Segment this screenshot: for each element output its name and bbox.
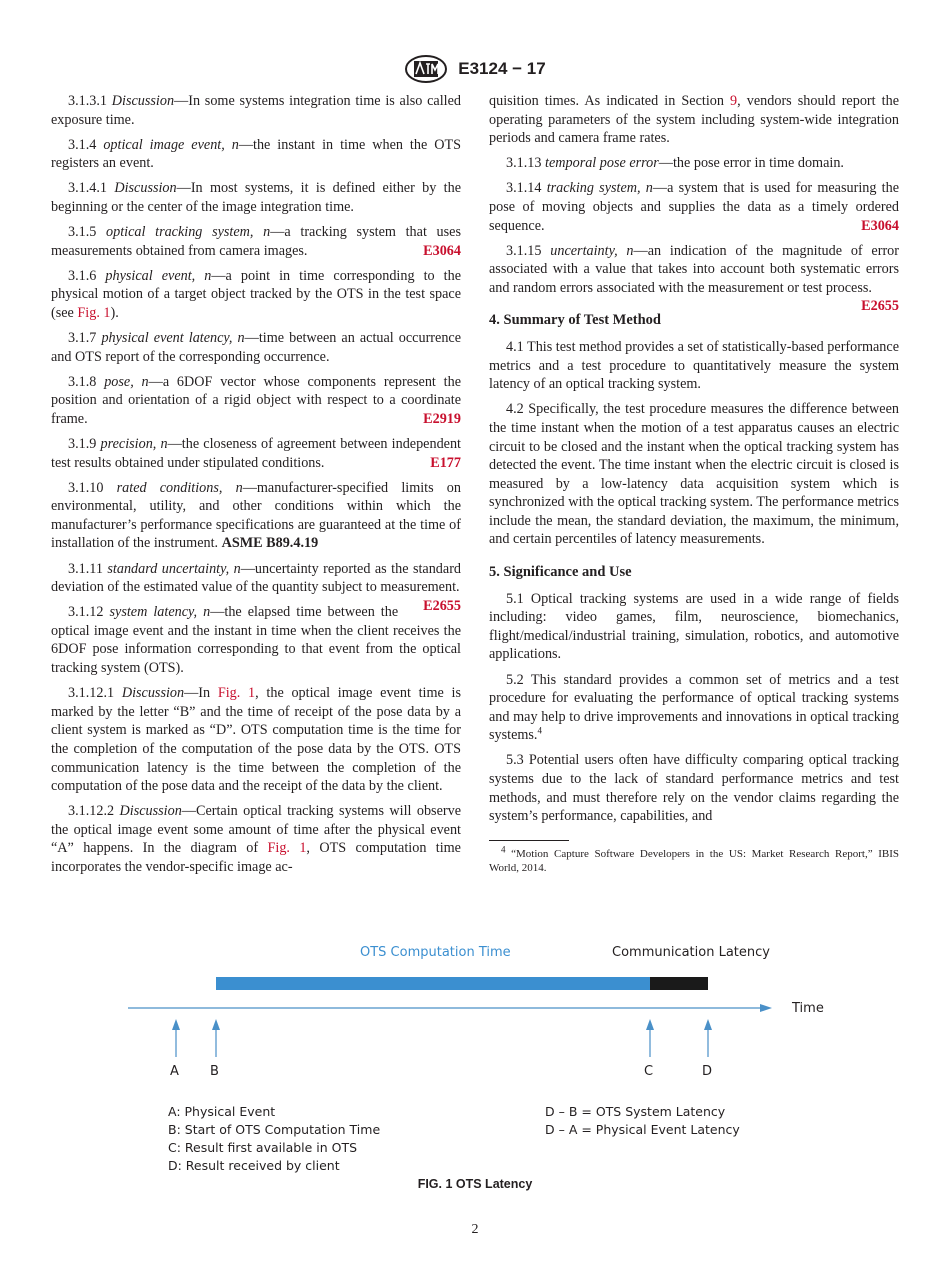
- figure-caption: FIG. 1 OTS Latency: [417, 1177, 533, 1191]
- paragraph-4-2: 4.2 Specifically, the test procedure measures the difference between the time instant when the motion of a test apparatus causes an electric circuit to be closed and the instant when the optical tracking system has detected the event. The time instant when the electric circuit is closed is measured by a low-latency data acquisition system which is synchronized with the optical tracking system. The performance metrics include the mean, the standard deviation, the maximum, the minimum, and certain percentiles of latency measurements.: [489, 401, 899, 548]
- marker-c-arrow: [646, 1019, 654, 1057]
- legend-physical-latency: D – A = Physical Event Latency: [545, 1122, 740, 1137]
- legend-system-latency: D – B = OTS System Latency: [545, 1104, 726, 1119]
- paragraph-4-1: 4.1 This test method provides a set of statistically-based performance metrics and a test procedure to quantitatively measure the system latency of an optical tracking system.: [489, 339, 899, 393]
- astm-logo: [404, 54, 448, 84]
- definition-3-1-5: 3.1.5 optical tracking system, n—a tracking system that uses measurements obtained from camera images. E3064: [51, 224, 461, 259]
- definition-3-1-15: 3.1.15 uncertainty, n—an indication of the magnitude of error associated with a value that takes into account both systematic errors and random errors associated with the measurement or test process. E2655: [489, 242, 899, 315]
- footnote-divider: [489, 840, 569, 841]
- paragraph-5-1: 5.1 Optical tracking systems are used in a wide range of fields including: video games, film, neuroscience, biomechanics, flight/medical/industrial training, simulation, robotics, and automotive applications.: [489, 590, 899, 663]
- document-designation: E3124 − 17: [458, 59, 546, 78]
- left-column: [51, 92, 461, 883]
- reference-e2919[interactable]: E2919: [423, 410, 461, 427]
- definition-3-1-3-1: 3.1.3.1 Discussion—In some systems integration time is also called exposure time.: [51, 93, 462, 128]
- reference-e177[interactable]: E177: [430, 454, 461, 471]
- definition-3-1-4-1: 3.1.4.1 Discussion—In most systems, it is defined either by the beginning or the center of the image integration time.: [51, 180, 462, 215]
- latency-diagram: [100, 935, 860, 1185]
- definition-3-1-8: 3.1.8 pose, n—a 6DOF vector whose components represent the position and orientation of a rigid object with respect to a coordinate frame. E2919: [51, 373, 462, 427]
- definition-3-1-10: 3.1.10 rated conditions, n—manufacturer-specified limits on environmental, utility, and other conditions within which the manufacturer’s performance specifications are guaranteed at the time of installation of the instrument. ASME B89.4.19: [51, 479, 461, 552]
- footnote-4: $^4$ “Motion Capture Software Developers in the US: Market Research Report,” IBIS World, 2014.: [489, 844, 899, 874]
- time-axis-arrowhead: [760, 1004, 772, 1012]
- definition-3-1-12-2: 3.1.12.2 Discussion—Certain optical tracking systems will observe the optical image event some amount of time after the physical event “A” happens. In the diagram of Fig. 1, OTS computation time incorporates the vendor-specific image ac-: [51, 803, 461, 875]
- marker-d-label: D: [702, 1064, 713, 1079]
- marker-a-label: A: [170, 1064, 179, 1079]
- page-header: [0, 54, 950, 84]
- definition-3-1-6: 3.1.6 physical event, n—a point in time corresponding to the physical motion of a target object tracked by the OTS in the test space (see Fig. 1).: [51, 267, 461, 321]
- legend-a: A: Physical Event: [168, 1104, 276, 1119]
- continuation-paragraph: quisition times. As indicated in Section 9, vendors should report the operating parameters of the system including system-wide integration periods and camera frame rates.: [489, 93, 899, 147]
- section-5-heading: 5. Significance and Use: [489, 564, 632, 581]
- section-9-link[interactable]: 9: [730, 93, 738, 109]
- definition-3-1-9: 3.1.9 precision, n—the closeness of agreement between independent test results obtained under stipulated conditions. E177: [51, 436, 461, 471]
- reference-e2655[interactable]: E2655: [861, 298, 899, 315]
- legend-d: D: Result received by client: [168, 1158, 340, 1173]
- definition-3-1-12: 3.1.12 system latency, n—the elapsed time between the optical image event and the instant in time when the client receives the 6DOF pose information corresponding to that event from the optical tracking system (OTS).: [51, 604, 461, 677]
- fig-1-link[interactable]: Fig. 1: [217, 685, 256, 702]
- reference-e2655[interactable]: E2655: [423, 597, 461, 614]
- fig-1-link[interactable]: Fig. 1: [267, 840, 307, 857]
- marker-b-label: B: [210, 1064, 219, 1079]
- section-4-heading: 4. Summary of Test Method: [489, 312, 661, 329]
- footnote-marker[interactable]: 4: [537, 725, 542, 736]
- reference-e3064[interactable]: E3064: [861, 217, 899, 234]
- computation-time-label: OTS Computation Time: [360, 945, 511, 960]
- page-number: 2: [471, 1222, 479, 1237]
- legend-c: C: Result first available in OTS: [168, 1140, 358, 1155]
- marker-d-arrow: [704, 1019, 712, 1057]
- marker-c-label: C: [644, 1064, 654, 1079]
- definition-3-1-7: 3.1.7 physical event latency, n—time between an actual occurrence and OTS report of the corresponding occurrence.: [51, 330, 462, 365]
- right-column: [489, 92, 899, 875]
- time-label: Time: [792, 1001, 824, 1016]
- paragraph-5-2: 5.2 This standard provides a common set of metrics and a test procedure for evaluating the performance of optical tracking systems and may help to drive improvements and innovations in optical tracking systems.$^4$: [489, 671, 899, 744]
- fig-1-link[interactable]: Fig. 1: [77, 304, 111, 321]
- communication-latency-bar: [650, 977, 708, 990]
- reference-e3064[interactable]: E3064: [423, 242, 461, 259]
- definition-3-1-14: 3.1.14 tracking system, n—a system that is used for measuring the pose of moving objects and supplies the data as a timely ordered sequence. E3064: [489, 180, 899, 234]
- definition-3-1-12-1: 3.1.12.1 Discussion—In Fig. 1, the optical image event time is marked by the letter “B” and the time of receipt of the pose data by a client system is marked as “D”. OTS computation time is the time for the completion of the computation of the pose data by the OTS. OTS communication latency is the time between the completion of the computation of the pose data and the receipt of the data by the client.: [51, 685, 461, 795]
- marker-b-arrow: [212, 1019, 220, 1057]
- definition-3-1-13: 3.1.13 temporal pose error—the pose error in time domain.: [506, 155, 844, 172]
- paragraph-5-3: 5.3 Potential users often have difficulty comparing optical tracking systems due to the lack of standard performance metrics and test methods, and must therefore rely on the vendor claims regarding the system’s performance, capabilities, and: [489, 752, 899, 825]
- marker-a-arrow: [172, 1019, 180, 1057]
- communication-latency-label: Communication Latency: [612, 945, 770, 960]
- legend-b: B: Start of OTS Computation Time: [168, 1122, 381, 1137]
- definition-3-1-11: 3.1.11 standard uncertainty, n—uncertainty reported as the standard deviation of the estimated value of the quantity subject to measurement. E2655: [51, 560, 462, 614]
- definition-3-1-4: 3.1.4 optical image event, n—the instant in time when the OTS registers an event.: [51, 136, 461, 172]
- reference-asme: ASME B89.4.19: [221, 535, 319, 552]
- computation-time-bar: [216, 977, 650, 990]
